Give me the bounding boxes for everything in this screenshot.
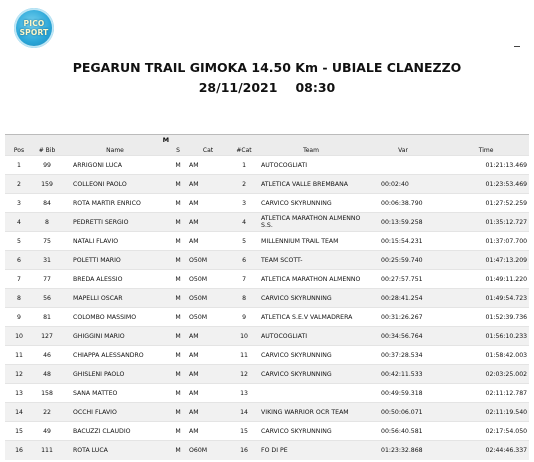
cell-var: 00:02:40 [363,175,443,194]
cell-var: 00:42:11.533 [363,365,443,384]
cell-pos: 4 [5,213,33,232]
cell-name: ARRIGONI LUCA [61,156,169,175]
cell-pos: 8 [5,289,33,308]
cell-name: OCCHI FLAVIO [61,403,169,422]
cell-pos: 3 [5,194,33,213]
cell-sex: M [169,441,187,460]
cell-time: 01:52:39.736 [443,308,529,327]
cell-time: 02:11:19.540 [443,403,529,422]
cell-bib: 77 [33,270,61,289]
cell-time: 01:37:07.700 [443,232,529,251]
cell-bib: 111 [33,441,61,460]
cell-catpos: 6 [229,251,259,270]
race-date-time [0,80,534,95]
race-date: 28/11/2021 [198,80,278,95]
cell-bib: 56 [33,289,61,308]
cell-name: ROTA MARTIR ENRICO [61,194,169,213]
col-header-sex: S [169,145,187,156]
cell-pos: 14 [5,403,33,422]
cell-bib: 49 [33,422,61,441]
col-header-pos: Pos [5,145,33,156]
cell-catpos: 11 [229,346,259,365]
corner-mark [514,46,520,47]
cell-team: AUTOCOGLIATI [259,156,363,175]
cell-team: AUTOCOGLIATI [259,327,363,346]
cell-var: 00:06:38.790 [363,194,443,213]
cell-var: 00:13:59.258 [363,213,443,232]
col-header-catpos: #Cat [229,145,259,156]
race-title: PEGARUN TRAIL GIMOKA 14.50 Km - UBIALE CLANEZZO [72,60,462,75]
cell-sex: M [169,365,187,384]
cell-catpos: 16 [229,441,259,460]
table-row [5,346,529,365]
cell-catpos: 1 [229,156,259,175]
cell-time: 01:47:13.209 [443,251,529,270]
cell-cat: AM [187,194,229,213]
cell-pos: 9 [5,308,33,327]
cell-var: 00:27:57.751 [363,270,443,289]
table-row [5,422,529,441]
col-header-time: Time [443,145,529,156]
cell-var: 00:37:28.534 [363,346,443,365]
cell-team: CARVICO SKYRUNNING [259,194,363,213]
table-row [5,251,529,270]
table-row [5,384,529,403]
cell-catpos: 10 [229,327,259,346]
cell-catpos: 15 [229,422,259,441]
cell-time: 01:21:13.469 [443,156,529,175]
cell-var [363,156,443,175]
cell-bib: 158 [33,384,61,403]
cell-team: CARVICO SKYRUNNING [259,365,363,384]
cell-time: 01:27:52.259 [443,194,529,213]
cell-pos: 10 [5,327,33,346]
table-row [5,327,529,346]
cell-catpos: 12 [229,365,259,384]
cell-catpos: 13 [229,384,259,403]
cell-bib: 99 [33,156,61,175]
cell-bib: 84 [33,194,61,213]
cell-name: BREDA ALESSIO [61,270,169,289]
cell-pos: 11 [5,346,33,365]
cell-cat: AM [187,213,229,232]
cell-bib: 46 [33,346,61,365]
cell-bib: 81 [33,308,61,327]
cell-var: 00:15:54.231 [363,232,443,251]
cell-sex: M [169,156,187,175]
cell-team: CARVICO SKYRUNNING [259,289,363,308]
cell-team: CARVICO SKYRUNNING [259,422,363,441]
cell-var: 00:31:26.267 [363,308,443,327]
cell-name: ROTA LUCA [61,441,169,460]
logo-line-1: PICO [23,19,45,28]
cell-var: 01:23:32.868 [363,441,443,460]
cell-pos: 15 [5,422,33,441]
table-row [5,213,529,232]
cell-cat: O50M [187,289,229,308]
col-header-name: Name [61,145,169,156]
cell-var: 00:28:41.254 [363,289,443,308]
cell-sex: M [169,232,187,251]
cell-var: 00:25:59.740 [363,251,443,270]
cell-time: 01:23:53.469 [443,175,529,194]
cell-team: CARVICO SKYRUNNING [259,346,363,365]
cell-time: 01:58:42.003 [443,346,529,365]
cell-bib: 48 [33,365,61,384]
cell-cat: AM [187,232,229,251]
cell-catpos: 9 [229,308,259,327]
cell-bib: 159 [33,175,61,194]
logo-line-2: SPORT [19,28,49,37]
cell-name: GHISLENI PAOLO [61,365,169,384]
cell-bib: 31 [33,251,61,270]
cell-team: MILLENNIUM TRAIL TEAM [259,232,363,251]
cell-pos: 13 [5,384,33,403]
cell-cat: O50M [187,308,229,327]
cell-sex: M [169,308,187,327]
cell-team: TEAM SCOTT- [259,251,363,270]
cell-cat: O60M [187,441,229,460]
cell-cat: AM [187,365,229,384]
cell-sex: M [169,251,187,270]
cell-time: 02:03:25.002 [443,365,529,384]
cell-name: COLOMBO MASSIMO [61,308,169,327]
cell-catpos: 4 [229,213,259,232]
cell-team: ATLETICA MARATHON ALMENNO [259,270,363,289]
cell-bib: 127 [33,327,61,346]
cell-sex: M [169,422,187,441]
table-row [5,270,529,289]
cell-name: GHIGGINI MARIO [61,327,169,346]
cell-cat: AM [187,175,229,194]
cell-time: 02:17:54.050 [443,422,529,441]
cell-pos: 2 [5,175,33,194]
cell-name: MAPELLI OSCAR [61,289,169,308]
cell-catpos: 2 [229,175,259,194]
col-header-cat: Cat [187,145,229,156]
col-header-team: Team [259,145,363,156]
cell-bib: 75 [33,232,61,251]
cell-sex: M [169,175,187,194]
cell-catpos: 3 [229,194,259,213]
cell-team: ATLETICA VALLE BREMBANA [259,175,363,194]
cell-cat: AM [187,346,229,365]
cell-team: ATLETICA MARATHON ALMENNO S.S. [259,213,363,232]
cell-var: 00:50:06.071 [363,403,443,422]
cell-cat: AM [187,384,229,403]
cell-catpos: 5 [229,232,259,251]
cell-cat: O50M [187,270,229,289]
cell-team [259,384,363,403]
cell-team: VIKING WARRIOR OCR TEAM [259,403,363,422]
cell-name: PEDRETTI SERGIO [61,213,169,232]
cell-sex: M [169,384,187,403]
cell-name: COLLEONI PAOLO [61,175,169,194]
pico-sport-logo [14,8,54,48]
cell-catpos: 7 [229,270,259,289]
cell-pos: 1 [5,156,33,175]
table-row [5,175,529,194]
cell-pos: 7 [5,270,33,289]
cell-cat: AM [187,403,229,422]
cell-time: 01:35:12.727 [443,213,529,232]
cell-cat: AM [187,156,229,175]
category-label: M [5,135,169,146]
cell-sex: M [169,213,187,232]
cell-cat: AM [187,422,229,441]
table-row [5,194,529,213]
cell-name: CHIAPPA ALESSANDRO [61,346,169,365]
cell-sex: M [169,346,187,365]
cell-time: 01:56:10.233 [443,327,529,346]
cell-catpos: 8 [229,289,259,308]
race-time: 08:30 [295,80,336,95]
cell-sex: M [169,194,187,213]
cell-time: 02:11:12.787 [443,384,529,403]
col-header-bib: # Bib [33,145,61,156]
results-table [5,134,529,460]
cell-time: 01:49:54.723 [443,289,529,308]
cell-var: 00:49:59.318 [363,384,443,403]
cell-team: ATLETICA S.E.V VALMADRERA [259,308,363,327]
cell-name: POLETTI MARIO [61,251,169,270]
table-row [5,156,529,175]
cell-sex: M [169,327,187,346]
cell-time: 01:49:11.220 [443,270,529,289]
cell-pos: 6 [5,251,33,270]
cell-pos: 12 [5,365,33,384]
cell-var: 00:34:56.764 [363,327,443,346]
table-row [5,308,529,327]
cell-cat: AM [187,327,229,346]
table-row [5,403,529,422]
cell-name: NATALI FLAVIO [61,232,169,251]
cell-pos: 16 [5,441,33,460]
cell-cat: O50M [187,251,229,270]
col-header-var: Var [363,145,443,156]
table-row [5,232,529,251]
cell-catpos: 14 [229,403,259,422]
cell-var: 00:56:40.581 [363,422,443,441]
cell-name: SANA MATTEO [61,384,169,403]
table-row [5,441,529,460]
cell-time: 02:44:46.337 [443,441,529,460]
cell-sex: M [169,403,187,422]
cell-sex: M [169,289,187,308]
cell-sex: M [169,270,187,289]
column-header-row [5,145,529,156]
cell-bib: 8 [33,213,61,232]
cell-bib: 22 [33,403,61,422]
cell-pos: 5 [5,232,33,251]
table-row [5,365,529,384]
cell-team: FO DI PE [259,441,363,460]
table-row [5,289,529,308]
cell-name: BACUZZI CLAUDIO [61,422,169,441]
